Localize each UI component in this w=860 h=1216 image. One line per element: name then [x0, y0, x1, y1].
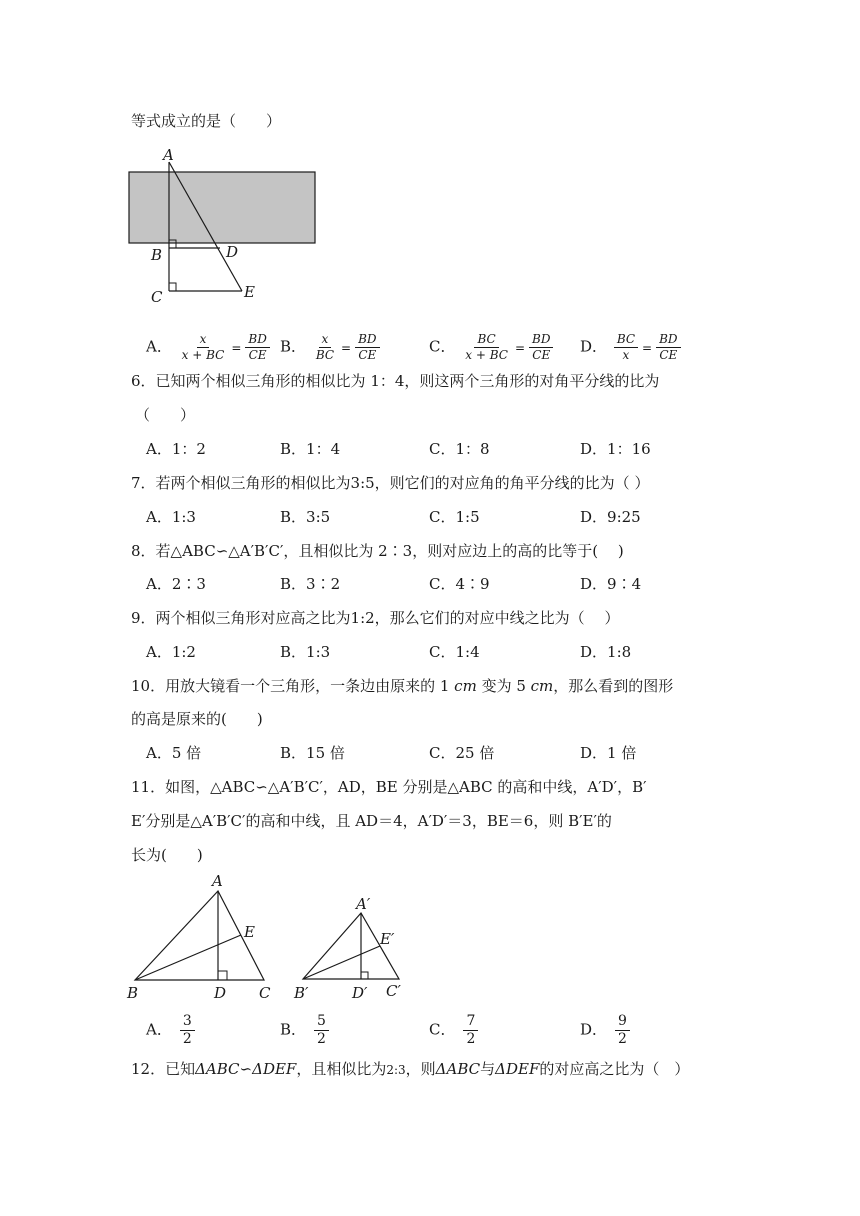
q8-option-a[interactable]: A．2∶3: [146, 575, 206, 593]
q11-d-frac: $\frac{9}{2}$: [615, 1013, 630, 1048]
q5-d-left-frac: $\frac{BC}{x}$: [614, 332, 638, 363]
q7-option-c[interactable]: C．1:5: [429, 508, 480, 526]
q11-stem-line1: 11．如图，△ABC∽△A′B′C′，AD，BE 分别是△ABC 的高和中线，A′D′，B′: [131, 778, 647, 796]
q10-option-d[interactable]: D．1 倍: [580, 744, 637, 762]
q9-option-d[interactable]: D．1:8: [580, 643, 632, 661]
q5-d-right-frac: $\frac{BD}{CE}$: [656, 332, 680, 363]
q11-right-angle-d: [218, 971, 227, 980]
q5-a-right-frac: $\frac{BD}{CE}$: [245, 332, 269, 363]
q7-stem: 7．若两个相似三角形的相似比为3:5，则它们的对应角的角平分线的比为（ ）: [131, 474, 650, 492]
q11-option-a[interactable]: A． $\frac{3}{2}$: [146, 1013, 195, 1048]
q5-shaded-rect: [129, 172, 315, 243]
q11-label-e: E: [244, 923, 255, 941]
q6-stem-cont: （ ）: [135, 406, 196, 424]
q5-right-angle-c: [169, 283, 176, 291]
q7-option-d[interactable]: D．9:25: [580, 508, 641, 526]
q9-option-c[interactable]: C．1:4: [429, 643, 480, 661]
q11-figure-a1b1c1: [290, 888, 420, 1003]
q5-b-left-frac: $\frac{x}{BC}$: [315, 332, 335, 362]
q7-option-b[interactable]: B．3:5: [280, 508, 331, 526]
q8-option-b[interactable]: B．3∶2: [280, 575, 341, 593]
q6-option-b[interactable]: B．1：4: [280, 440, 341, 458]
q5-label-c: C: [151, 288, 163, 306]
q11-label-d: D: [214, 984, 227, 1002]
q5-label-d: D: [226, 243, 239, 261]
q11-c-frac: $\frac{7}{2}$: [463, 1013, 478, 1048]
q11-right-angle-d1: [361, 972, 368, 979]
q11-figure-abc: [120, 870, 285, 1005]
q11-label-d1: D′: [352, 984, 368, 1002]
q9-stem: 9．两个相似三角形对应高之比为1:2，那么它们的对应中线之比为（ ）: [131, 609, 620, 627]
q5-c-left-frac: $\frac{BC}{x + BC}$: [465, 332, 508, 362]
q5-option-c[interactable]: C． $\frac{BC}{x + BC}$ = $\frac{BD}{CE}$: [429, 332, 555, 363]
q5-label-e: E: [244, 283, 255, 301]
q7-option-a[interactable]: A．1:3: [146, 508, 196, 526]
q5-option-a[interactable]: A． $\frac{x}{x + BC}$ = $\frac{BD}{CE}$: [146, 332, 272, 363]
q10-option-a[interactable]: A．5 倍: [146, 744, 202, 762]
q11-option-c[interactable]: C． $\frac{7}{2}$: [429, 1013, 478, 1048]
q10-stem: 10．用放大镜看一个三角形，一条边由原来的 1 cm 变为 5 cm，那么看到的图形: [131, 677, 674, 695]
q8-option-d[interactable]: D．9∶4: [580, 575, 642, 593]
q6-option-a[interactable]: A．1：2: [146, 440, 206, 458]
q5-figure: [118, 140, 348, 310]
q11-label-a: A: [212, 872, 223, 890]
q10-option-c[interactable]: C．25 倍: [429, 744, 495, 762]
q6-option-c[interactable]: C．1：8: [429, 440, 490, 458]
q6-stem: 6．已知两个相似三角形的相似比为 1：4，则这两个三角形的对角平分线的比为: [131, 372, 660, 390]
q11-label-b: B: [127, 984, 139, 1002]
q5-stem-tail: 等式成立的是（ ）: [131, 112, 282, 130]
q9-option-a[interactable]: A．1:2: [146, 643, 196, 661]
q11-label-b1: B′: [294, 984, 309, 1002]
q8-stem: 8．若△ABC∽△A′B′C′，且相似比为 2∶3，则对应边上的高的比等于( ): [131, 542, 624, 560]
q11-stem-line2: E′分别是△A′B′C′的高和中线，且 AD＝4，A′D′＝3，BE＝6，则 B′E′的: [131, 812, 612, 830]
q11-b-frac: $\frac{5}{2}$: [314, 1013, 329, 1048]
q11-label-c1: C′: [386, 982, 401, 1000]
q11-median-be: [135, 935, 241, 980]
q11-stem-line3: 长为( ): [131, 846, 203, 864]
q11-option-b[interactable]: B． $\frac{5}{2}$: [280, 1013, 329, 1048]
q5-option-b[interactable]: B． $\frac{x}{BC}$ = $\frac{BD}{CE}$: [280, 332, 382, 363]
q11-option-d[interactable]: D． $\frac{9}{2}$: [580, 1013, 630, 1048]
q6-option-d[interactable]: D．1：16: [580, 440, 651, 458]
q10-stem-cont: 的高是原来的( ): [131, 710, 263, 728]
q9-option-b[interactable]: B．1:3: [280, 643, 331, 661]
q11-label-a1: A′: [356, 895, 371, 913]
q5-c-right-frac: $\frac{BD}{CE}$: [529, 332, 553, 363]
q5-b-right-frac: $\frac{BD}{CE}$: [355, 332, 379, 363]
q11-a-frac: $\frac{3}{2}$: [180, 1013, 195, 1048]
q5-a-left-frac: $\frac{x}{x + BC}$: [181, 332, 225, 362]
q8-option-c[interactable]: C．4∶9: [429, 575, 490, 593]
q11-label-e1: E′: [380, 930, 395, 948]
q5-label-b: B: [151, 246, 163, 264]
q12-stem: 12．已知ΔABC∽ΔDEF，且相似比为2:3，则ΔABC与ΔDEF的对应高之比为（ ）: [131, 1060, 690, 1078]
q5-option-d[interactable]: D． $\frac{BC}{x}$ = $\frac{BD}{CE}$: [580, 332, 683, 363]
q11-label-c: C: [259, 984, 271, 1002]
q10-option-b[interactable]: B．15 倍: [280, 744, 345, 762]
q5-label-a: A: [163, 146, 174, 164]
